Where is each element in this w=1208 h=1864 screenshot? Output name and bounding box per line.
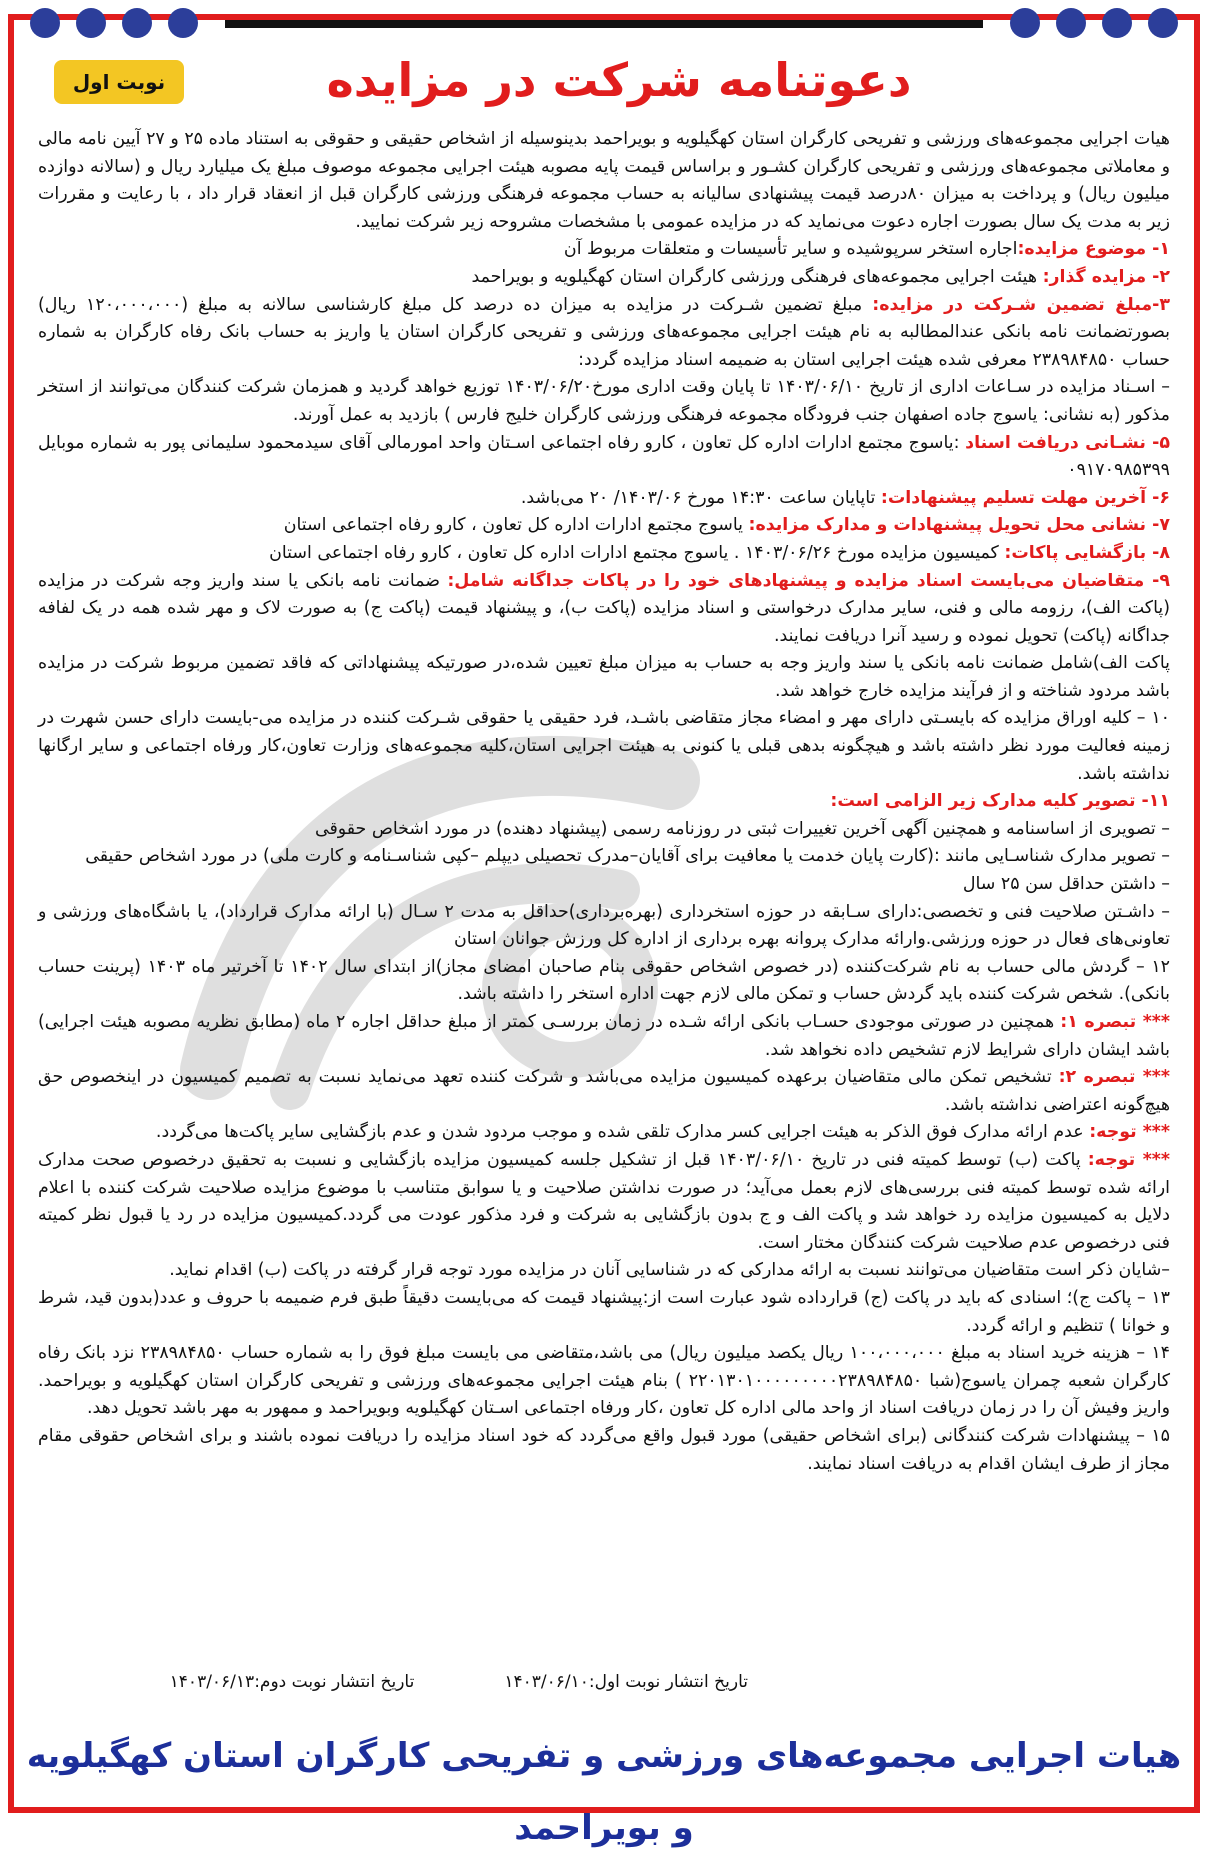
announcement-paragraph [38,843,1170,871]
paragraph-heading: ۱۱- تصویر کلیه مدارک زیر الزامی است: [830,791,1170,812]
announcement-paragraph [38,485,1170,513]
paragraph-heading: *** تبصره ۱: [1060,1012,1170,1032]
paragraph-text: مبلغ تضمین شـرکت در مزایده به میزان ده درصد کل مبلغ کارشناسی سالانه به مبلغ (۱۲۰،۰۰۰،۰۰۰ ریال) بصورتضمانت نامه بانکی عندالمطالبه به نام هیئت اجرایی مجموعه‌های ورزشی و تفریحی کارگران استان یا واریز به حساب بانک رفاه کارگران به شماره حساب ۲۳۸۹۸۴۸۵۰ معرفی شده هیئت اجرایی استان به ضمیمه اسناد مزایده گردد: [38,294,1170,370]
announcement-paragraph [38,899,1170,954]
announcement-paragraph [38,1009,1170,1064]
announcement-paragraph [38,1119,1170,1147]
announcement-paragraph [38,236,1170,264]
announcement-paragraph [38,292,1170,375]
paragraph-text: کمیسیون مزایده مورخ ۱۴۰۳/۰۶/۲۶ . یاسوج مجتمع ادارات اداره کل تعاون ، کارو رفاه اجتماعی استان [269,542,1005,563]
paragraph-text: عدم ارائه مدارک فوق الذکر به هیئت اجرایی کسر مدارک تلقی شده و موجب مردود شدن و عدم بازگشایی سایر پاکت‌ها می‌گردد. [155,1122,1090,1143]
page-title: دعوتنامه شرکت در مزایده [326,53,912,107]
announcement-paragraph [38,264,1170,292]
paragraph-text: –شایان ذکر است متقاضیان می‌توانند نسبت به ارائه مدارکی که در شناسایی آنان در مزایده مورد توجه قرار گرفته در پاکت (ب) اقدام نماید. [169,1260,1170,1281]
paragraph-text: پاکت (ب) توسط کمیته فنی در تاریخ ۱۴۰۳/۰۶/۱۰ قبل از تشکیل جلسه کمیسیون مزایده بازگشایی و نسبت به تحقیق درخصوص صحت مدارک ارائه شده توسط کمیته فنی بررسی‌های لازم بعمل می‌آید؛ در صورت نداشتن صلاحیت و یا سوابق متناسب با موضوع مزایده صلاحیت شرکت کننده با اعلام دلایل به کمیسیون مزایده رد خواهد شد و پاکت الف و ج بدون بازگشایی به شرکت و فرد مذکور عودت می گردد.کمیسیون مزایده در رد یا قبول نظر کمیته فنی درخصوص عدم صلاحیت شرکت کنندگان مختار است. [38,1149,1170,1253]
paragraph-text: – تصویری از اساسنامه و همچنین آگهی آخرین تغییرات ثبتی در روزنامه رسمی (پیشنهاد دهنده) در مورد اشخاص حقوقی [314,818,1170,839]
paragraph-text: ۱۴ – هزینه خرید اسناد به مبلغ ۱۰۰،۰۰۰،۰۰۰ ریال یکصد میلیون ریال) می باشد،متقاضی می بایست مبلغ فوق را به شماره حساب ۲۳۸۹۸۴۸۵۰ نزد بانک رفاه کارگران شعبه چمران یاسوج(شبا ۲۲۰۱۳۰۱۰۰۰۰۰۰۰۰۰۲۳۸۹۸۴۸۵۰ ) بنام هیئت اجرایی مجموعه‌های ورزشی و تفریحی کارگران استان کهگیلویه و بویراحمد. واریز وفیش آن را در زمان دریافت اسناد از واحد مالی اداره کل تعاون ،کار ورفاه اجتماعی اسـتان کهگیلویه وبویراحمد و ممهور به مهر باشد تحویل دهد. [38,1343,1170,1419]
announcement-paragraph [38,1064,1170,1119]
announcement-paragraph [38,705,1170,788]
paragraph-text: همچنین در صورتی موجودی حسـاب بانکی ارائه شـده در زمان بررسـی کمتر از مبلغ حداقل اجاره ۲ ماه (مطابق نظریه مصوبه هیئت اجرایی) باشد ایشان دارای شرایط لازم تشخیص داده نخواهد شد. [38,1012,1170,1060]
announcement-paragraph [38,650,1170,705]
announcement-paragraph [38,954,1170,1009]
round-badge: نوبت اول [54,60,184,104]
second-publication-date: تاریخ انتشار نوبت دوم:۱۴۰۳/۰۶/۱۳ [169,1672,415,1692]
publication-dates [40,1672,1168,1692]
announcement-paragraph [38,871,1170,899]
paragraph-heading: *** توجه: [1087,1149,1170,1170]
announcement-paragraph [38,1285,1170,1340]
paragraph-text: – داشـتن صلاحیت فنی و تخصصی:دارای سـابقه در حوزه استخرداری (بهره‌برداری)حداقل به مدت ۲ سـال (با ارائه مدارک قرارداد)، یا باشگاه‌های ورزشی و تعاونی‌های فعال در حوزه ورزشی.وارائه مدارک پروانه بهره برداری از اداره کل ورزش جوانان استان [38,901,1170,950]
paragraph-text: – اسـناد مزایده در سـاعات اداری از تاریخ ۱۴۰۳/۰۶/۱۰ تا پایان وقت اداری مورخ۱۴۰۳/۰۶/۲۰ توزیع خواهد گردید و همزمان شرکت کنندگان می‌توانند از استخر مذکور (به نشانی: یاسوج جاده اصفهان جنب فرودگاه مجموعه فرهنگی ورزشی کارگران خلیج فارس ) بازدید به عمل آورند. [38,377,1170,425]
paragraph-heading: ۱- موضوع مزایده: [1017,239,1170,260]
paragraph-text: یاسوج مجتمع ادارات اداره کل تعاون ، کارو رفاه اجتماعی استان [283,515,749,536]
paragraph-heading: ۶- آخرین مهلت تسلیم پیشنهادات: [880,487,1170,508]
paragraph-text: اجاره استخر سرپوشیده و سایر تأسیسات و متعلقات مربوط آن [563,239,1018,260]
paragraph-text: تشخیص تمکن مالی متقاضیان برعهده کمیسیون مزایده می‌باشد و شرکت کننده تعهد می‌نماید نسبت به تصمیم کمیسیون در اینخصوص حق هیچ‌گونه اعتراضی نداشته باشد. [38,1067,1170,1115]
announcement-paragraph [38,788,1170,816]
announcement-paragraph [38,1340,1170,1423]
announcement-paragraph [38,512,1170,540]
decor-dot [122,8,152,38]
paragraph-heading: ۲- مزایده گذار: [1042,266,1170,287]
paragraph-heading: *** توجه: [1089,1122,1170,1143]
top-rule [225,20,983,28]
decor-dot [168,8,198,38]
decor-dot [1010,8,1040,38]
paragraph-text: ضمانت نامه بانکی یا سند واریز وجه شرکت در مزایده (پاکت الف)، رزومه مالی و فنی، سایر مدارک درخواستی و اسناد مزایده (پاکت ب)، و پیشنهاد قیمت (پاکت ج) به صورت لاک و مهر شده همه در یک لفافه جداگانه (پاکت) تحویل نموده و رسید آنرا دریافت نمایند. [38,570,1170,646]
decor-dot [1056,8,1086,38]
paragraph-text: – تصویر مدارک شناسـایی مانند :(کارت پایان خدمت یا معافیت برای آقایان–مدرک تحصیلی دیپلم –کپی شناسـنامه و کارت ملی) در مورد اشخاص حقیقی [85,846,1170,867]
paragraph-text: ۱۳ – پاکت ج)؛ اسنادی که باید در پاکت (ج) قرارداده شود عبارت است از:پیشنهاد قیمت که می‌بایست دقیقاً طبق فرم ضمیمه با حروف و عدد(بدون قید، شرط و خوانا ) تنظیم و ارائه گردد. [38,1287,1170,1336]
paragraph-text: ۱۵ – پیشنهادات شرکت کنندگانی (برای اشخاص حقیقی) مورد قبول واقع می‌گردد که خود اسناد مزایده را دریافت نموده باشند و برای اشخاص حقوقی مقام مجاز از طرف ایشان اقدام به دریافت اسناد نمایند. [38,1425,1170,1474]
paragraph-heading: ۸- بازگشایی پاکات: [1004,542,1170,563]
decor-dot [76,8,106,38]
paragraph-text: هیئت اجرایی مجموعه‌های فرهنگی ورزشی کارگران استان کهگیلویه و بویراحمد [471,266,1043,287]
paragraph-text: – داشتن حداقل سن ۲۵ سال [962,874,1170,895]
announcement-paragraph [38,1257,1170,1285]
announcement-body [38,126,1170,1478]
decor-dot [1148,8,1178,38]
announcement-paragraph [38,568,1170,651]
paragraph-text: ۱۲ – گردش مالی حساب به نام شرکت‌کننده (در خصوص اشخاص حقوقی بنام صاحبان امضای مجاز)از ابتدای سال ۱۴۰۲ تا آخرتیر ماه ۱۴۰۳ (پرینت حساب بانکی). شخص شرکت کننده باید گردش حساب و تمکن مالی لازم جهت اداره استخر را داشته باشد. [38,956,1170,1005]
paragraph-heading: *** تبصره ۲: [1058,1067,1170,1088]
decor-dots-right [1010,8,1178,38]
footer-organization: هیات اجرایی مجموعه‌های ورزشی و تفریحی کارگران استان کهگیلویه و بویراحمد [26,1736,1182,1848]
paragraph-text: ۱۰ – کلیه اوراق مزایده که بایسـتی دارای مهر و امضاء مجاز متقاضی باشـد، فرد حقیقی یا حقوقی شـرکت کننده در مزایده می-بایست دارای حسن شهرت در زمینه فعالیت مورد نظر داشته باشد و هیچگونه بدهی قبلی یا کنونی به هیئت اجرایی استان،کلیه مجموعه‌های وزارت تعاون،کار ورفاه اجتماعی و سایر ارگانها نداشته باشد. [38,708,1170,784]
announcement-paragraph [38,540,1170,568]
announcement-paragraph [38,374,1170,429]
announcement-paragraph [38,1423,1170,1478]
first-publication-date: تاریخ انتشار نوبت اول:۱۴۰۳/۰۶/۱۰ [504,1672,748,1692]
announcement-paragraph [38,816,1170,844]
announcement-paragraph [38,1147,1170,1257]
decor-dots-left [30,8,198,38]
decor-dot [1102,8,1132,38]
paragraph-text: :یاسوج مجتمع ادارات اداره کل تعاون ، کارو رفاه اجتماعی اسـتان واحد امورمالی آقای سیدمحمود سلیمانی پور به شماره موبایل ۰۹۱۷۰۹۸۵۳۹۹ [38,432,1170,481]
paragraph-heading: ۳-مبلغ تضمین شـرکت در مزایده: [872,294,1170,315]
paragraph-text: پاکت الف)شامل ضمانت نامه بانکی یا سند واریز وجه به حساب به میزان مبلغ تعیین شده،در صورتیکه پیشنهاداتی که فاقد تضمین مربوط شرکت در مزایده باشد مردود شناخته و از فرآیند مزایده خارج خواهد شد. [38,653,1170,701]
paragraph-text: هیات اجرایی مجموعه‌های ورزشی و تفریحی کارگران استان کهگیلویه و بویراحمد بدینوسیله از اشخاص حقیقی و حقوقی به استناد ماده ۲۵ و ۲۷ آیین نامه مالی و معاملاتی مجموعه‌های ورزشی و تفریحی کارگران کشـور و براساس قیمت پایه مصوبه هیئت اجرایی مجموعه موصوف مبلغ یک میلیارد ریال و (سالانه دوازده میلیون ریال) و پرداخت به میزان ۸۰درصد قیمت پیشنهادی سالیانه به حساب مجموعه فرهنگی ورزشی کارگران قبل از انعقاد قرار داد ، با رعایت و مقررات زیر به مدت یک سال بصورت اجاره دعوت می‌نماید که در مزایده عمومی با مشخصات مشروحه زیر شرکت نمایید. [38,129,1170,232]
paragraph-heading: ۹- متقاضیان می‌بایست اسناد مزایده و پیشنهادهای خود را در پاکات جداگانه شامل: [447,570,1171,591]
announcement-paragraph [38,430,1170,485]
paragraph-heading: ۷- نشانی محل تحویل پیشنهادات و مدارک مزایده: [748,515,1170,536]
decor-dot [30,8,60,38]
paragraph-heading: ۵- نشـانی دریافت اسناد [965,432,1170,453]
announcement-paragraph [38,126,1170,236]
paragraph-text: تاپایان ساعت ۱۴:۳۰ مورخ ۱۴۰۳/۰۶/ ۲۰ می‌باشد. [520,487,881,508]
